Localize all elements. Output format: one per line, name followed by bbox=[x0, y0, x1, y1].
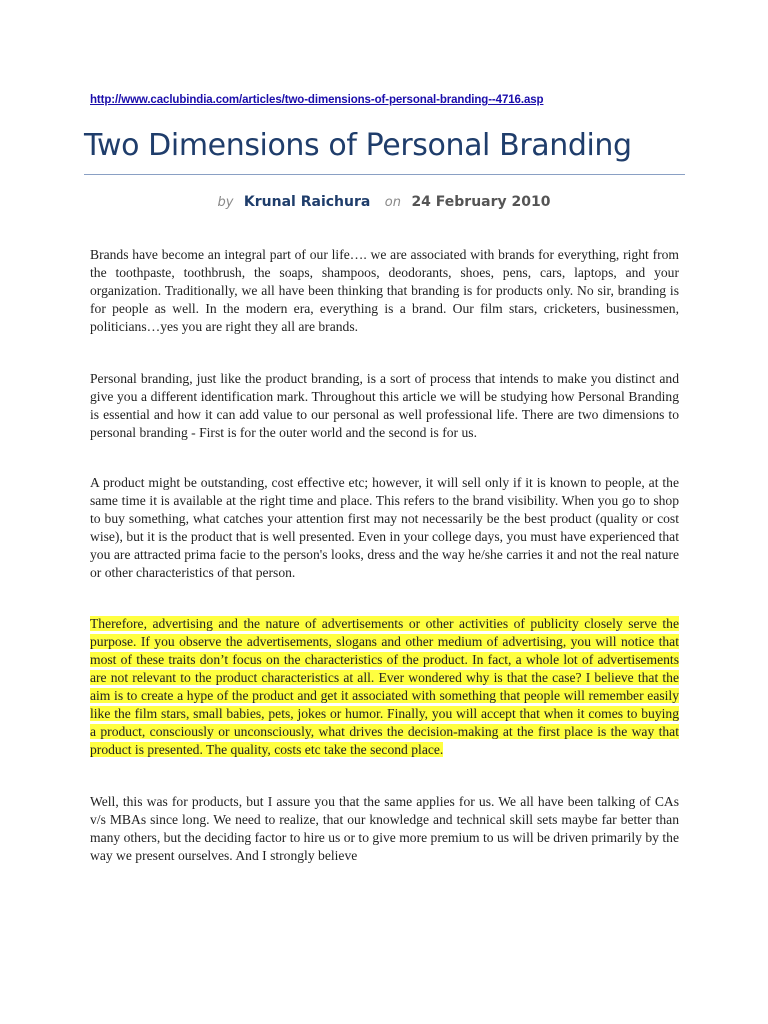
article-body bbox=[90, 246, 679, 899]
paragraph-5: Well, this was for products, but I assure you that the same applies for us. We all have been talking of CAs v/s MBAs since long. We need to realize, that our knowledge and technical skill sets maybe far better than many others, but the deciding factor to hire us or to give more premium to us will be driven primarily by the way we present ourselves. And I strongly believe bbox=[90, 794, 679, 863]
paragraph-2: Personal branding, just like the product branding, is a sort of process that intends to make you distinct and give you a different identification mark. Throughout this article we will be studying how Personal Branding is essential and how it can add value to our personal as well professional life. There are two dimensions to personal branding - First is for the outer world and the second is for us. bbox=[90, 371, 679, 440]
article-title: Two Dimensions of Personal Branding bbox=[84, 128, 632, 163]
paragraph-3: A product might be outstanding, cost effective etc; however, it will sell only if it is known to people, at the same time it is available at the right time and place. This refers to the brand visibility. When you go to shop to buy something, what catches your attention first may not necessarily be the best product (quality or cost wise), but it is the product that is well presented. Even in your college days, you must have experienced that you are attracted prima facie to the person's looks, dress and the way he/she carries it and not the real nature or other characteristics of that person. bbox=[90, 475, 679, 580]
highlighted-text: Therefore, advertising and the nature of advertisements or other activities of publicity closely serve the purpose. If you observe the advertisements, slogans and other medium of advertising, you will notice that most of these traits don’t focus on the characteristics of the product. In fact, a whole lot of advertisements are not relevant to the product characteristics at all. Ever wondered why is that the case? I believe that the aim is to create a hype of the product and get it associated with something that people will remember easily like the film stars, small babies, pets, jokes or humor. Finally, you will accept that when it comes to buying a product, consciously or unconsciously, what drives the decision-making at the first place is the way that product is presented. The quality, costs etc take the second place. bbox=[90, 616, 679, 757]
byline-by-label: by bbox=[217, 195, 234, 210]
paragraph-1: Brands have become an integral part of our life…. we are associated with brands for everything, right from the toothpaste, toothbrush, the soaps, shampoos, deodorants, shoes, pens, cars, laptops, and your organization. Traditionally, we all have been thinking that branding is for products only. No sir, branding is for people as well. In the modern era, everything is a brand. Our film stars, cricketers, businessmen, politicians…yes you are right they all are brands. bbox=[90, 247, 679, 334]
publish-date: 24 February 2010 bbox=[411, 194, 551, 210]
source-link[interactable]: http://www.caclubindia.com/articles/two-dimensions-of-personal-branding--4716.asp bbox=[90, 94, 544, 106]
byline bbox=[0, 194, 768, 210]
author-name: Krunal Raichura bbox=[243, 194, 371, 210]
title-divider bbox=[84, 174, 685, 175]
byline-on-label: on bbox=[384, 195, 401, 210]
paragraph-4-highlighted bbox=[90, 615, 679, 759]
